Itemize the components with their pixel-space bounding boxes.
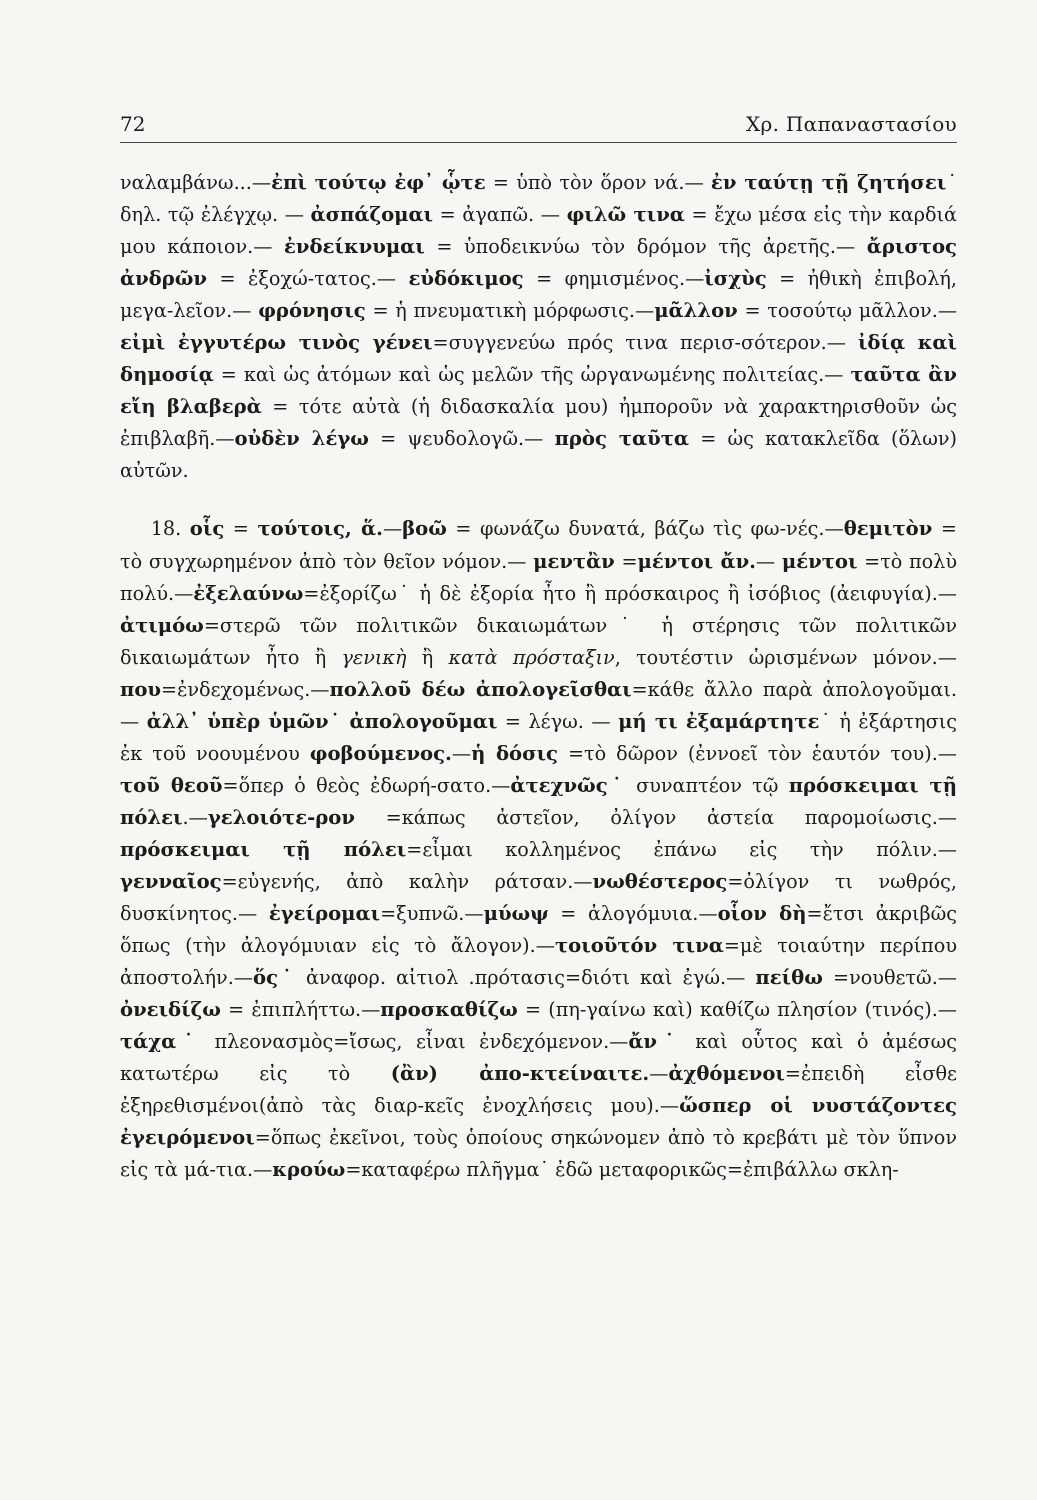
gloss-text: — [451,741,472,765]
headword: τάχα˙ [120,1030,201,1054]
gloss-text: = ἔχω μέσα εἰς τὴν καρδιά μου κάποιον.— [120,203,958,259]
headword: μᾶλλον [654,299,738,323]
headword: ὀνειδίζω [120,998,221,1022]
headword: φοβούμενος. [309,741,452,765]
headword: γενναῖος [120,869,222,893]
gloss-text: =κάθε ἄλλο παρὰ ἀπολογοῦμαι.— [120,677,957,733]
gloss-text: = (πη-γαίνω καὶ) καθίζω πλησίον (τινός).— [517,998,957,1022]
gloss-text: .— [182,805,208,829]
headword: ἄν˙ [628,1030,682,1054]
headword: εἰμὶ ἐγγυτέρω τινὸς γένει [120,331,433,355]
headword: ταῦτα ἂν εἴη βλαβερὰ [120,363,957,419]
headword: ἰδίᾳ καὶ δημοσίᾳ [120,331,957,387]
headword: (ἂν) ἀπο-κτείναιτε. [390,1062,650,1086]
headword: πρὸς ταῦτα [554,427,689,451]
headword: φρόνησις [258,299,366,323]
headword: προσκαθίζω [380,998,518,1022]
headword: τοῦ θεοῦ [120,773,223,797]
headword: μή τι ἐξαμάρτητε [618,709,820,733]
gloss-text: — [756,549,782,573]
headword: τούτοις, ἅ. [257,517,383,541]
gloss-text: = ἐξοχώ-τατος.— [207,267,409,291]
gloss-text: = ψευδολογῶ.— [368,427,555,451]
gloss-text: =κάπως ἀστεῖον, ὀλίγον ἀστεία παρομοίωσις.— [354,805,957,829]
headword: μέντοι ἄν. [637,549,756,573]
page-header [120,104,957,143]
headword: οὐδὲν λέγω [234,427,369,451]
gloss-text: =νουθετῶ.— [822,966,957,990]
gloss-text: =στερῶ τῶν πολιτικῶν δικαιωμάτων˙ ἡ στέρησις τῶν πολιτικῶν δικαιωμάτων ἦτο ἢ [120,613,957,669]
paragraph [120,513,957,1186]
gloss-text: =εὐγενής, ἀπὸ καλὴν ράτσαν.— [221,869,593,893]
headword: μεντἂν [533,549,615,573]
gloss-text: =ἔτσι ἀκριβῶς ὅπως (τὴν ἀλογόμυιαν εἰς τὸ ἄλογον).— [120,902,957,958]
gloss-text: = ἡ πνευματικὴ μόρφωσις.— [365,299,655,323]
gloss-text: — [382,517,403,541]
gloss-text: καὶ οὗτος καὶ ὁ ἀμέσως κατωτέρω εἰς τὸ [120,1030,957,1086]
headword: νωθέστερος [592,869,728,893]
headword: ἰσχὺς [704,267,767,291]
gloss-text: =μὲ τοιαύτην περίπου ἀποστολήν.— [120,934,957,990]
headword: πολλοῦ δέω ἀπολογεῖσθαι [329,677,632,701]
headword: ἐξελαύνω [193,581,304,605]
headword: ἐν ταύτῃ τῇ ζητήσει [710,171,947,194]
gloss-text: ˙ ἡ ἐξάρτησις ἐκ τοῦ νοουμένου [120,709,957,765]
gloss-text: =ὅπως ἐκεῖνοι, τοὺς ὁποίους σηκώνομεν ἀπὸ τὸ κρεβάτι μὲ τὸν ὕπνον εἰς τὰ μά-τια.— [120,1126,957,1182]
headword: γελοιότε-ρον [207,805,355,829]
gloss-text: = ὑποδεικνύω τὸν δρόμον τῆς ἀρετῆς.— [424,235,867,259]
headword: ὥσπερ οἱ νυστάζοντες ἐγειρόμενοι [120,1094,957,1150]
headword: μύωψ [483,902,549,926]
gloss-text: ναλαμβάνω...— [120,171,272,194]
gloss-text: , τουτέστιν ὡρισμένων μόνον.— [614,645,957,669]
emphasis-text: γενικὴ [341,645,407,669]
body-text [120,167,957,1186]
headword: ἀχθόμενοι [668,1062,785,1086]
gloss-text: =ἐξορίζω˙ ἡ δὲ ἐξορία ἦτο ἢ πρόσκαιρος ἢ ἰσόβιος (ἀειφυγία).— [303,581,957,605]
gloss-text: =ὅπερ ὁ θεὸς ἐδωρή-σατο.— [222,773,511,797]
gloss-text: = καὶ ὡς ἀτόμων καὶ ὡς μελῶν τῆς ὠργανωμένης πολιτείας.— [213,363,851,387]
headword: πείθω [755,966,823,990]
gloss-text: =καταφέρω πλῆγμα˙ ἐδῶ μεταφορικῶς=ἐπιβάλλω σκλη- [345,1158,899,1182]
headword: ἄριστος ἀνδρῶν [120,235,957,291]
headword: φιλῶ τινα [566,203,685,227]
headword: που [120,677,162,701]
headword: πρόσκειμαι τῇ πόλει [120,773,957,829]
gloss-text: = λέγω. — [497,709,619,733]
headword: βοῶ [402,517,447,541]
headword: οἷς [189,517,225,541]
gloss-text: = ἀλογόμυια.— [548,902,718,926]
gloss-text: =ἐνδεχομένως.— [161,677,330,701]
page-number: 72 [120,112,146,136]
headword: εὐδόκιμος [408,267,524,291]
gloss-text: =τὸ δῶρον (ἐννοεῖ τὸν ἑαυτόν του).— [558,741,957,765]
headword: ἀτιμόω [120,613,204,637]
gloss-text: ˙ δηλ. τῷ ἐλέγχῳ. — [120,171,957,227]
gloss-text: = τὸ συγχωρημένον ἀπὸ τὸν θεῖον νόμον.— [120,517,957,573]
running-title: Χρ. Παπαναστασίου [746,112,957,136]
gloss-text: =ὀλίγον τι νωθρός, δυσκίνητος.— [120,869,958,926]
gloss-text: = τότε αὐτὰ (ἡ διδασκαλία μου) ἠμποροῦν νὰ χαρακτηρισθοῦν ὡς ἐπιβλαβῆ.— [120,395,957,451]
headword: ὅς˙ [253,966,296,990]
headword: θεμιτὸν [843,517,933,541]
headword: ἐγείρομαι [268,902,381,926]
gloss-text: — [649,1062,669,1086]
gloss-text: = [614,549,638,573]
headword: ἀλλ᾽ ὑπὲρ ὑμῶν˙ ἀπολογοῦμαι [146,709,498,733]
gloss-text: =εἶμαι κολλημένος ἐπάνω εἰς τὴν πόλιν.— [406,837,957,861]
gloss-text: =ἐπειδὴ εἶσθε ἐξηρεθισμένοι(ἀπὸ τὰς διαρ-κεῖς ἐνοχλήσεις μου).— [120,1062,957,1118]
gloss-text: = ὡς κατακλεῖδα (ὅλων) αὐτῶν. [120,427,957,483]
gloss-text: =τὸ πολὺ πολύ.— [120,549,958,605]
headword: τοιοῦτόν τινα [554,934,724,958]
gloss-text: = τοσούτῳ μᾶλλον.— [737,299,958,323]
gloss-text: συναπτέον τῷ [625,773,789,797]
gloss-text: πλεονασμὸς=ἴσως, εἶναι ἐνδεχόμενον.— [200,1030,629,1054]
gloss-text: ἢ [406,645,449,669]
headword: ἐπὶ τούτῳ ἐφ᾽ ᾧτε [271,171,486,194]
headword: ἀτεχνῶς˙ [510,773,626,797]
headword: κρούω [272,1158,346,1182]
headword: ἐνδείκνυμαι [283,235,425,259]
gloss-text: = ἐπιπλήττω.— [220,998,381,1022]
gloss-text: = ἀγαπῶ. — [433,203,567,227]
headword: μέντοι [781,549,858,573]
gloss-text: =ξυπνῶ.— [380,902,484,926]
gloss-text: ἀναφορ. αἰτιολ .πρότασις=διότι καὶ ἐγώ.— [295,966,756,990]
gloss-text: = ἠθικὴ ἐπιβολή, μεγα-λεῖον.— [120,267,957,323]
headword: πρόσκειμαι τῇ πόλει [120,837,407,861]
gloss-text: = ὑπὸ τὸν ὅρον νά.— [485,171,711,194]
headword: οἷον δὴ [717,902,807,926]
gloss-text: 18. [150,517,190,541]
paragraph [120,167,957,487]
headword: ἡ δόσις [471,741,558,765]
gloss-text: = φωνάζω δυνατά, βάζω τὶς φω-νές.— [446,517,844,541]
headword: ἀσπάζομαι [310,203,434,227]
gloss-text: =συγγενεύω πρός τινα περισ-σότερον.— [432,331,858,355]
gloss-text: = φημισμένος.— [523,267,705,291]
gloss-text: = [224,517,258,541]
emphasis-text: κατὰ πρόσταξιν [448,645,615,669]
